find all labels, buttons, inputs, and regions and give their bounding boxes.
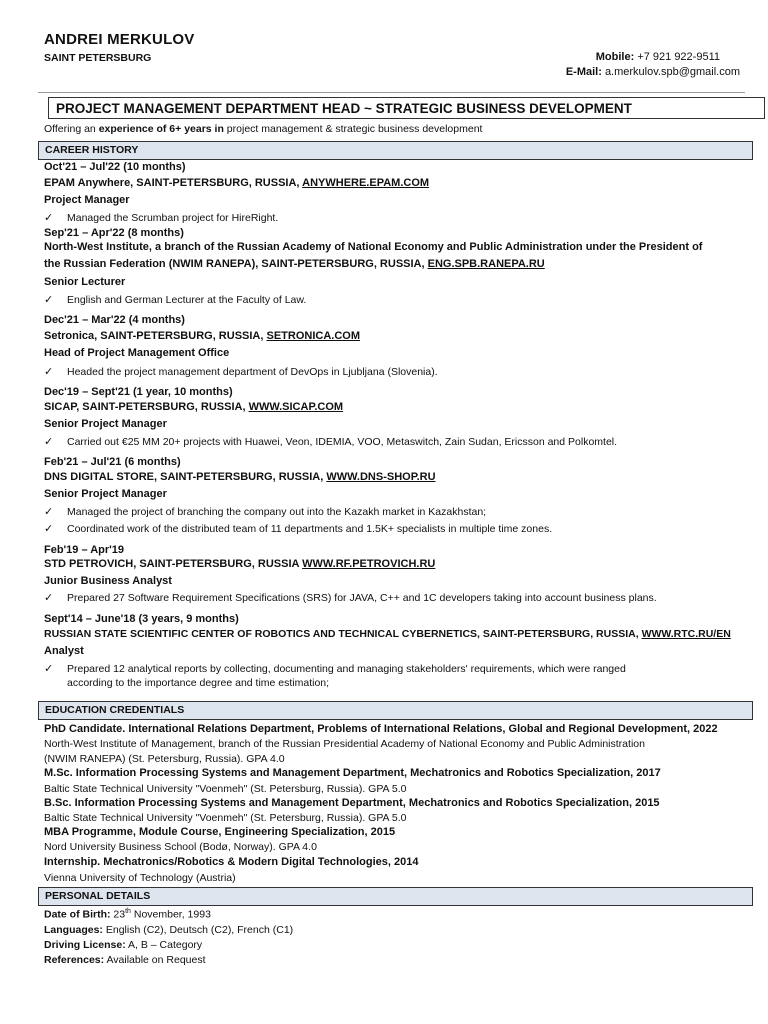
job-bullet-text: English and German Lecturer at the Faculty of Law. bbox=[67, 294, 307, 306]
job-company-link[interactable]: WWW.RTC.RU/EN bbox=[641, 628, 731, 640]
job-bullet-text: Carried out €25 MM 20+ projects with Huawei, Veon, IDEMIA, VOO, Metaswitch, Zain Sudan, Ericsson and Polkomtel. bbox=[67, 436, 618, 448]
job-company bbox=[44, 471, 436, 483]
job-company-cont bbox=[44, 258, 545, 270]
checkmark-icon: ✓ bbox=[44, 592, 54, 604]
job-bullet-text: Managed the Scrumban project for HireRight. bbox=[67, 212, 279, 224]
dob-suffix: th bbox=[125, 908, 131, 915]
headline-box bbox=[48, 97, 765, 119]
references-label: References: bbox=[44, 954, 105, 966]
job-company bbox=[44, 177, 429, 189]
personal-languages bbox=[44, 924, 293, 936]
job-bullet bbox=[44, 293, 306, 306]
job-period: Feb'21 – Jul'21 (6 months) bbox=[44, 456, 181, 468]
job-bullet-text: Headed the project management department of DevOps in Ljubljana (Slovenia). bbox=[67, 366, 438, 378]
job-company-link[interactable]: WWW.RF.PETROVICH.RU bbox=[302, 558, 436, 570]
job-role: Junior Business Analyst bbox=[44, 575, 172, 587]
job-company-name: STD PETROVICH, SAINT-PETERSBURG, RUSSIA bbox=[44, 558, 303, 570]
section-career-title: CAREER HISTORY bbox=[45, 144, 139, 156]
edu-detail: Baltic State Technical University "Voenmeh" (St. Petersburg, Russia). GPA 5.0 bbox=[44, 783, 407, 795]
summary-pre: Offering an bbox=[44, 123, 99, 135]
job-company-name: SICAP, SAINT-PETERSBURG, RUSSIA, bbox=[44, 401, 249, 413]
edu-detail: North-West Institute of Management, branch of the Russian Presidential Academy of National Economy and Public Administration bbox=[44, 738, 645, 750]
edu-title: B.Sc. Information Processing Systems and Management Department, Mechatronics and Robotics Specialization, 2015 bbox=[44, 797, 660, 809]
job-role: Senior Project Manager bbox=[44, 418, 167, 430]
job-period: Dec'19 – Sept'21 (1 year, 10 months) bbox=[44, 386, 233, 398]
job-bullet bbox=[44, 211, 278, 224]
personal-references bbox=[44, 954, 206, 966]
email-contact bbox=[566, 66, 740, 78]
mobile-value: +7 921 922-9511 bbox=[637, 51, 720, 63]
candidate-name: ANDREI MERKULOV bbox=[44, 31, 195, 48]
mobile-contact bbox=[596, 51, 720, 63]
job-bullet bbox=[44, 591, 657, 604]
section-education bbox=[38, 701, 753, 720]
checkmark-icon: ✓ bbox=[44, 212, 54, 224]
edu-title: PhD Candidate. International Relations Department, Problems of International Relations, Global and Regional Development, 2022 bbox=[44, 723, 718, 735]
checkmark-icon: ✓ bbox=[44, 436, 54, 448]
job-company: North-West Institute, a branch of the Russian Academy of National Economy and Public Administration under the President of bbox=[44, 241, 703, 253]
job-bullet-text: Prepared 27 Software Requirement Specifications (SRS) for JAVA, C++ and 1C developers taking into account business plans. bbox=[67, 592, 657, 604]
job-bullet bbox=[44, 505, 486, 518]
job-bullet bbox=[44, 435, 617, 448]
job-company-name: RUSSIAN STATE SCIENTIFIC CENTER OF ROBOTICS AND TECHNICAL CYBERNETICS, SAINT-PETERSBURG, RUSSIA, bbox=[44, 628, 642, 640]
job-company-name: DNS DIGITAL STORE, SAINT-PETERSBURG, RUSSIA, bbox=[44, 471, 327, 483]
dob-day: 23 bbox=[113, 908, 126, 921]
job-company-link[interactable]: ENG.SPB.RANEPA.RU bbox=[427, 258, 545, 270]
edu-detail: Vienna University of Technology (Austria) bbox=[44, 872, 236, 884]
headline-text: PROJECT MANAGEMENT DEPARTMENT HEAD ~ STRATEGIC BUSINESS DEVELOPMENT bbox=[56, 101, 632, 116]
job-company-link[interactable]: WWW.SICAP.COM bbox=[248, 401, 344, 413]
edu-detail: (NWIM RANEPA) (St. Petersburg, Russia). GPA 4.0 bbox=[44, 753, 285, 765]
job-bullet bbox=[44, 522, 552, 535]
checkmark-icon: ✓ bbox=[44, 506, 54, 518]
personal-driving-license bbox=[44, 939, 202, 951]
edu-detail: Baltic State Technical University "Voenmeh" (St. Petersburg, Russia). GPA 5.0 bbox=[44, 812, 407, 824]
checkmark-icon: ✓ bbox=[44, 294, 54, 306]
summary-line bbox=[44, 123, 482, 135]
dob-rest: November, 1993 bbox=[130, 908, 211, 921]
summary-bold: experience of 6+ years in bbox=[98, 123, 224, 135]
section-career-history bbox=[38, 141, 753, 160]
job-role: Analyst bbox=[44, 645, 84, 657]
job-company bbox=[44, 330, 360, 342]
languages-value: English (C2), Deutsch (C2), French (C1) bbox=[102, 924, 294, 936]
summary-post: project management & strategic business development bbox=[223, 123, 483, 135]
job-role: Senior Lecturer bbox=[44, 276, 126, 288]
job-role: Senior Project Manager bbox=[44, 488, 167, 500]
job-company-name: Setronica, SAINT-PETERSBURG, RUSSIA, bbox=[44, 330, 267, 342]
job-period: Oct'21 – Jul'22 (10 months) bbox=[44, 161, 186, 173]
checkmark-icon: ✓ bbox=[44, 366, 54, 378]
edu-title: M.Sc. Information Processing Systems and Management Department, Mechatronics and Robotics Specialization, 2017 bbox=[44, 767, 661, 779]
driving-license-label: Driving License: bbox=[44, 939, 126, 951]
section-personal-title: PERSONAL DETAILS bbox=[45, 890, 151, 902]
section-education-title: EDUCATION CREDENTIALS bbox=[45, 704, 185, 716]
references-value: Available on Request bbox=[104, 954, 206, 966]
edu-title: Internship. Mechatronics/Robotics & Modern Digital Technologies, 2014 bbox=[44, 856, 419, 868]
edu-detail: Nord University Business School (Bodø, Norway). GPA 4.0 bbox=[44, 841, 317, 853]
job-role: Project Manager bbox=[44, 194, 130, 206]
job-period: Dec'21 – Mar'22 (4 months) bbox=[44, 314, 185, 326]
job-bullet-text: Managed the project of branching the company out into the Kazakh market in Kazakhstan; bbox=[67, 506, 487, 518]
section-personal-details bbox=[38, 887, 753, 906]
personal-dob bbox=[44, 908, 211, 921]
job-role: Head of Project Management Office bbox=[44, 347, 230, 359]
job-company bbox=[44, 401, 343, 413]
job-bullet-text: Prepared 12 analytical reports by collecting, documenting and managing stakeholders' requirements, which were ranged bbox=[67, 663, 626, 675]
job-company-name: the Russian Federation (NWIM RANEPA), SAINT-PETERSBURG, RUSSIA, bbox=[44, 258, 428, 270]
job-bullet bbox=[44, 662, 626, 675]
job-period: Sept'14 – June'18 (3 years, 9 months) bbox=[44, 613, 239, 625]
job-company bbox=[44, 558, 435, 570]
job-bullet-text: Coordinated work of the distributed team of 11 departments and 1.5K+ specialists in multiple time zones. bbox=[67, 523, 553, 535]
job-period: Sep'21 – Apr'22 (8 months) bbox=[44, 227, 184, 239]
job-company-name: EPAM Anywhere, SAINT-PETERSBURG, RUSSIA, bbox=[44, 177, 303, 189]
checkmark-icon: ✓ bbox=[44, 523, 54, 535]
job-bullet-continuation: according to the importance degree and time estimation; bbox=[67, 677, 330, 689]
job-company-link[interactable]: ANYWHERE.EPAM.COM bbox=[302, 177, 430, 189]
job-company-link[interactable]: WWW.DNS-SHOP.RU bbox=[326, 471, 436, 483]
mobile-label: Mobile: bbox=[595, 51, 635, 63]
job-period: Feb'19 – Apr'19 bbox=[44, 544, 125, 556]
header-divider bbox=[38, 92, 745, 93]
edu-title: MBA Programme, Module Course, Engineering Specialization, 2015 bbox=[44, 826, 396, 838]
driving-license-value: A, B – Category bbox=[125, 939, 203, 951]
job-bullet bbox=[44, 365, 438, 378]
email-value: a.merkulov.spb@gmail.com bbox=[604, 66, 740, 78]
email-label: E-Mail: bbox=[565, 66, 602, 78]
job-company-link[interactable]: SETRONICA.COM bbox=[266, 330, 360, 342]
candidate-city: SAINT PETERSBURG bbox=[44, 52, 152, 64]
languages-label: Languages: bbox=[44, 924, 103, 936]
checkmark-icon: ✓ bbox=[44, 663, 54, 675]
job-company bbox=[44, 628, 731, 640]
dob-label: Date of Birth: bbox=[44, 908, 111, 921]
